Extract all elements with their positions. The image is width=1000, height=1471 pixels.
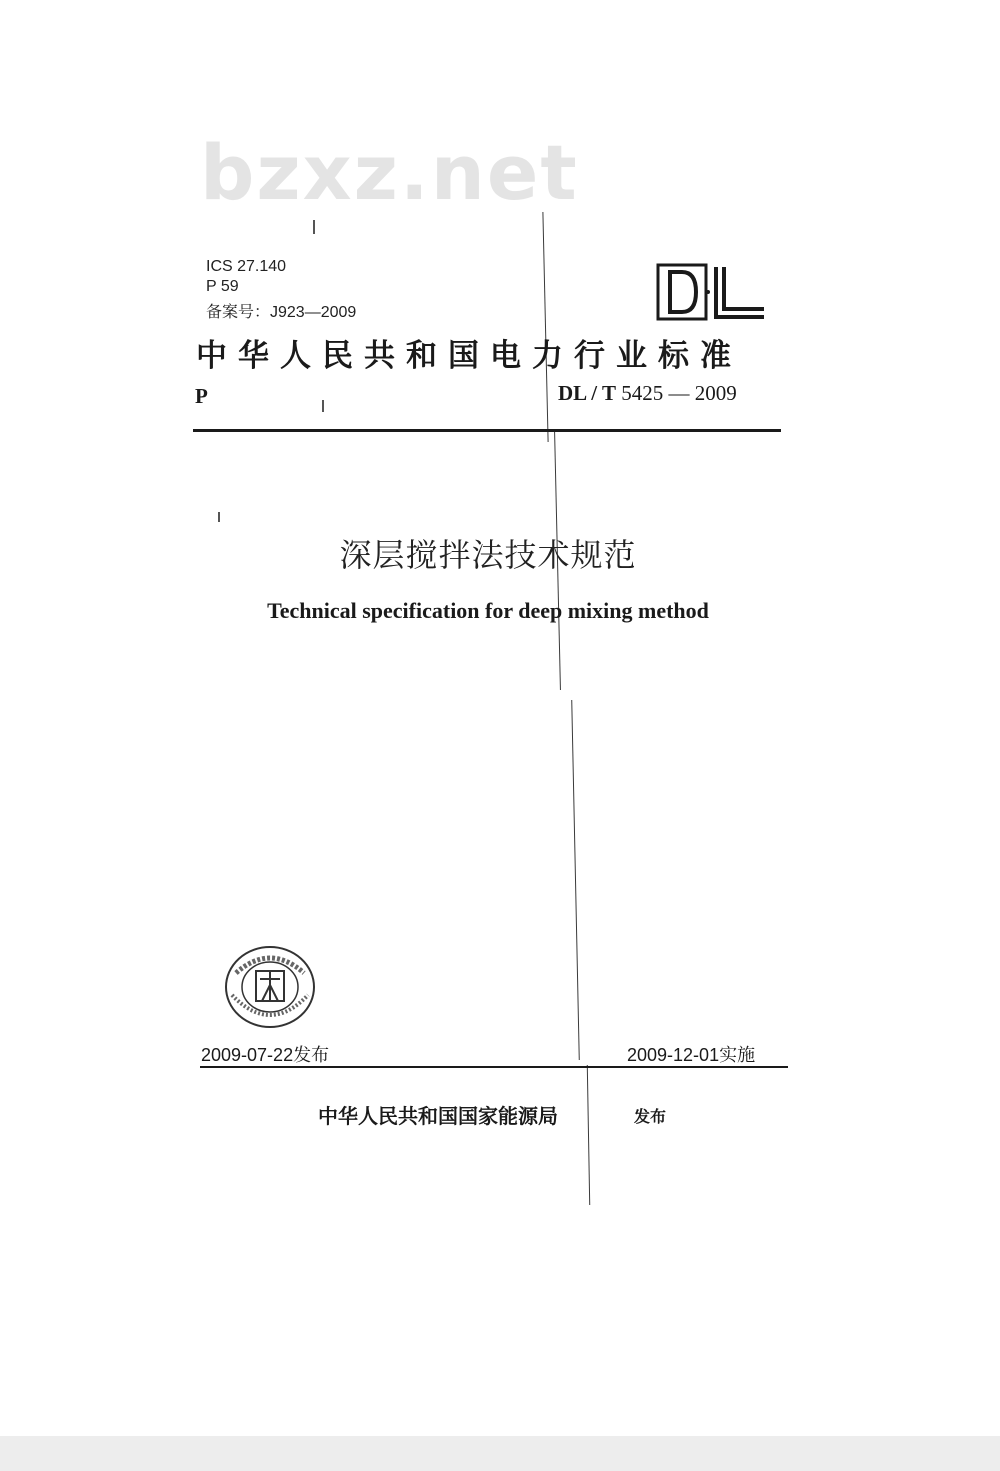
implementation-date: 2009-12-01实施 — [627, 1045, 756, 1065]
publisher-seal — [222, 943, 322, 1033]
speck — [218, 512, 220, 522]
scan-line — [542, 212, 548, 442]
watermark: bzxz.net — [200, 128, 579, 217]
standard-category-title: 中华人民共和国电力行业标准 — [196, 338, 742, 374]
header-divider — [193, 429, 781, 432]
date-divider — [200, 1066, 788, 1068]
classification-code: P — [195, 384, 208, 408]
speck — [322, 400, 324, 412]
document-title-zh: 深层搅拌法技术规范 — [339, 536, 637, 574]
issuing-authority: 中华人民共和国国家能源局 — [318, 1104, 558, 1128]
speck — [313, 220, 315, 234]
document-title-en: Technical specification for deep mixing method — [267, 598, 709, 623]
p-code: P 59 — [206, 278, 239, 295]
record-number: 备案号：J923—2009 — [206, 304, 357, 321]
standard-code — [558, 381, 737, 406]
standard-code-prefix: DL / T — [558, 381, 616, 405]
issuing-verb: 发布 — [634, 1107, 667, 1126]
standard-code-number: 5425 — 2009 — [621, 381, 737, 405]
viewer-footer-strip — [0, 1436, 1000, 1471]
issue-date: 2009-07-22发布 — [201, 1045, 330, 1065]
scan-line — [571, 700, 580, 1060]
dl-logo — [656, 262, 768, 322]
scan-line — [587, 1065, 590, 1205]
ics-code: ICS 27.140 — [206, 258, 287, 275]
